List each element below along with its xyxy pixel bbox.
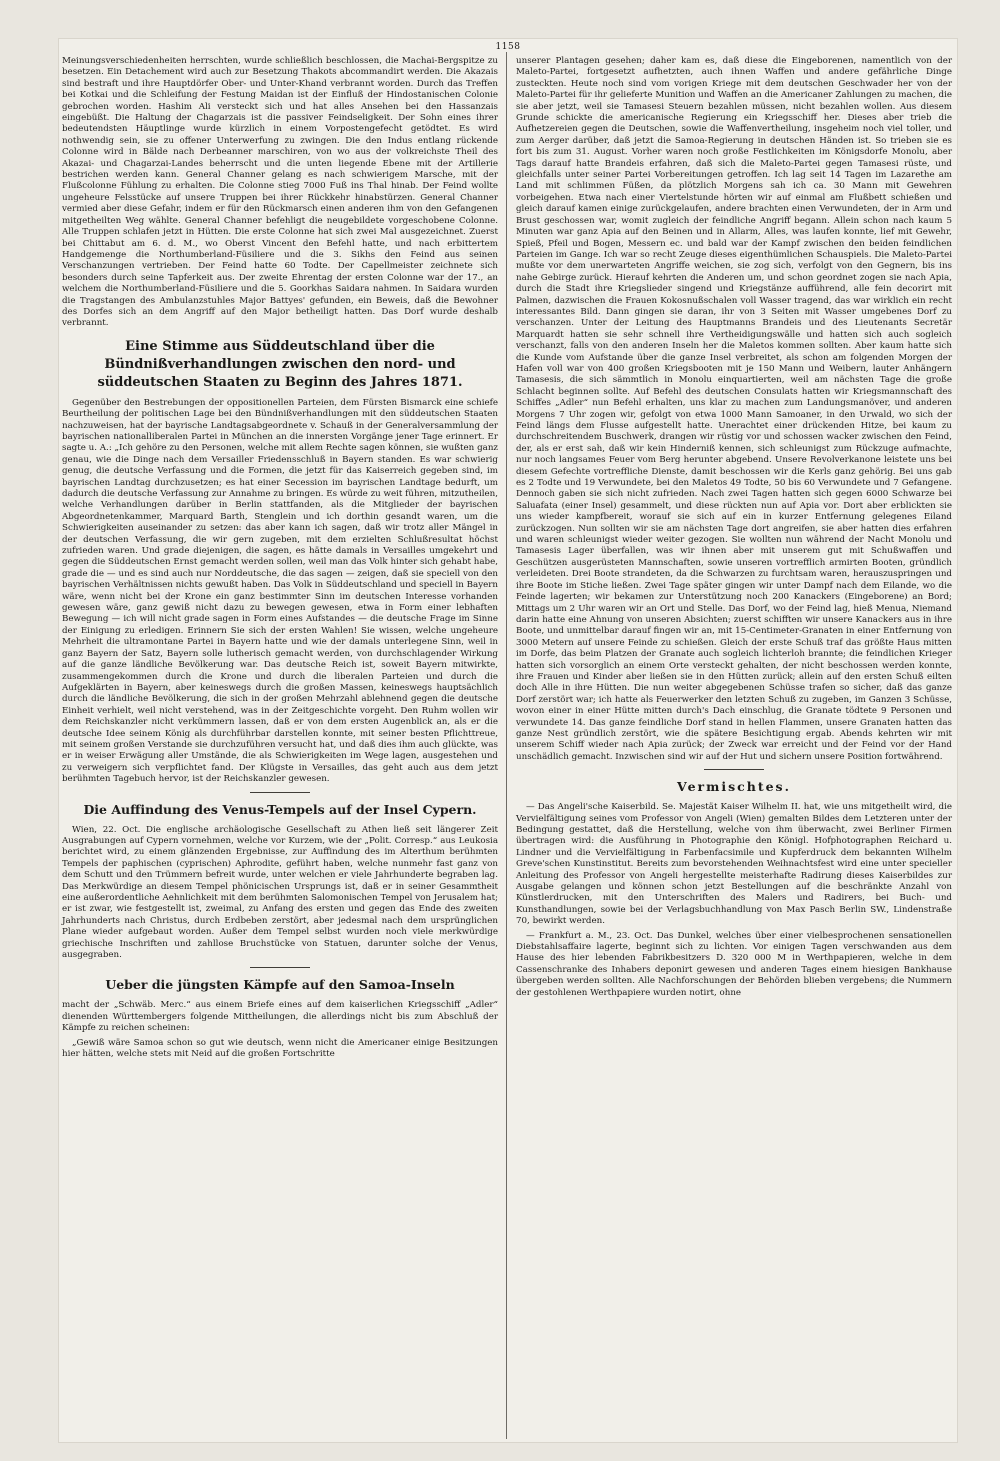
article-paragraph: — Frankfurt a. M., 23. Oct. Das Dunkel, welches über einer vielbesprochenen sensationellen Diebstahlsaffaire lagerte, beginnt sich zu lichten. Vor einigen Tagen verschwanden aus dem Hause des hier lebenden Fabrikbesitzers D. 320 000 M in Werthpapieren, welche in dem Cassenschranke des Inhabers deponirt gewesen und anderen Tages einem hiesigen Bankhause übergeben werden sollten. Alle Nachforschungen der Behörden blieben vergebens; die Nummern der gestohlenen Werthpapiere wurden notirt, ohne	[516, 930, 952, 998]
article-paragraph: Meinungsverschiedenheiten herrschten, wurde schließlich beschlossen, die Machai-Bergspitze zu besetzen. Ein Detachement wird auch zur Besetzung Thakots abcommandirt werden. Die Akazais sind bestraft und ihre Hauptdörfer Ober- und Unter-Khand verbrannt worden. Durch das Treffen bei Kotkai und die Schleifung der Festung Maidan ist der Einfluß der Hindostanischen Colonie gebrochen worden. Hashim Ali versteckt sich und hat alles Ansehen bei den Hassanzais eingebüßt. Die Haltung der Chagarzais ist die passiver Feindseligkeit. Der Sohn eines ihrer bedeutendsten Häuptlinge wurde kürzlich in einem Vorpostengefecht getödtet. Es wird nothwendig sein, sie zu offener Unterwerfung zu zwingen. Die den Indus entlang rückende Colonne wird in Bälde nach Derbeanner marschiren, von wo aus der volkreichste Theil des Akazai- und Chagarzai-Landes beherrscht und die unten liegende Ebene mit der Artillerie bestrichen werden kann. General Channer gelang es nach schwierigem Marsche, mit der Flußcolonne Fühlung zu erhalten. Die Colonne stieg 7000 Fuß ins Thal hinab. Der Feind wollte ungeheure Felsstücke auf unsere Truppen bei ihrer Rückkehr hinabstürzen. General Channer vermied aber diese Gefahr, indem er für den Rückmarsch einen anderen ihm von den Gefangenen mitgetheilten Weg wählte. General Channer befehligt die neugebildete vorgeschobene Colonne. Alle Truppen schlafen jetzt in Hütten. Die erste Colonne hat sich zwei Mal ausgezeichnet. Zuerst bei Chittabut am 6. d. M., wo Oberst Vincent den Befehl hatte, und nach erbittertem Handgemenge die Northumberland-Füsiliere und die 3. Sikhs den Feind aus seinen Verschanzungen vertrieben. Der Feind hatte 60 Todte. Der Capellmeister zeichnete sich besonders durch seine Tapferkeit aus. Der zweite Ehrentag der ersten Colonne war der 17., an welchem die Northumberland-Füsiliere und die 5. Goorkhas Saidara nahmen. In Saidara wurden die Tragstangen des Ambulanzstuhles Major Battyes' gefunden, ein Beweis, daß die Bewohner des Dorfes sich an dem Angriff auf den Major betheiligt hatten. Das Dorf wurde deshalb verbrannt.	[62, 56, 498, 329]
right-column	[516, 56, 952, 1002]
section-heading: Vermischtes.	[677, 779, 791, 795]
article-heading: Ueber die jüngsten Kämpfe auf den Samoa-Inseln	[105, 977, 455, 993]
newspaper-page	[58, 38, 958, 1443]
article-heading: Eine Stimme aus Süddeutschland über die Bündnißverhandlungen zwischen den nord- und süddeutschen Staaten zu Beginn des Jahres 1871.	[97, 338, 463, 390]
separator-rule	[704, 769, 764, 770]
article-paragraph: „Gewiß wäre Samoa schon so gut wie deutsch, wenn nicht die Americaner einige Besitzungen hier hätten, welche stets mit Neid auf die großen Fortschritte	[62, 1037, 498, 1060]
left-column	[62, 56, 498, 1063]
page-number: 1158	[495, 42, 521, 52]
article-paragraph: unserer Plantagen gesehen; daher kam es, daß diese die Eingeborenen, namentlich von der Maleto-Partei, fortgesetzt aufhetzten, auch ihnen Waffen und andere gefährliche Dinge zusteckten. Heute noch sind vom vorigen Kriege mit dem deutschen Geschwader her von der Maleto-Partei für ihr gelieferte Munition und Waffen an die Americaner Zahlungen zu machen, die sie aber jetzt, weil sie Tamasesi Steuern bezahlen müssen, nicht bezahlen wollen. Aus diesem Grunde schickte die americanische Regierung ein Kriegsschiff her. Dieses aber trieb die Aufhetzereien gegen die Deutschen, sowie die Waffenvertheilung, insgeheim noch viel toller, und zum Aerger darüber, daß jetzt die Samoa-Regierung in deutschen Händen ist. So trieben sie es fort bis zum 31. August. Vorher waren noch große Festlichkeiten im Königsdorfe Monolu, aber Tags darauf hatte Brandeis erfahren, daß sich die Maleto-Partei gegen Tamasesi rüste, und gleichfalls unter seiner Partei Vorbereitungen getroffen. Ich lag seit 14 Tagen im Lazarethe am Land mit schlimmen Füßen, da plötzlich Morgens sah ich ca. 30 Mann mit Gewehren vorbeigehen. Etwa nach einer Viertelstunde hörten wir auf einmal am Flußbett schießen und gleich darauf kamen einige zurückgelaufen, andere brachten einen Verwundeten, der in Arm und Brust geschossen war, womit zugleich der feindliche Angriff begann. Allein schon nach kaum 5 Minuten war ganz Apia auf den Beinen und in Allarm, Alles, was laufen konnte, lief mit Gewehr, Spieß, Pfeil und Bogen, Messern ec. und bald war der Kampf zwischen den beiden feindlichen Parteien im Gange. Ich war so recht Zeuge dieses eigenthümlichen Schauspiels. Die Maleto-Partei mußte vor dem unerwarteten Angriffe weichen, sie zog sich, verfolgt von den Gegnern, bis ins nahe Gebirge zurück. Hierauf kehrten die Anderen um, und schon geordnet zogen sie nach Apia, durch die Stadt ihre Kriegslieder singend und Kriegstänze aufführend, alle fein decorirt mit Palmen, dazwischen die Frauen Kokosnußschalen voll Wasser tragend, das war wirklich ein recht interessantes Bild. Dann gingen sie daran, ihr von 3 Seiten mit Wasser umgebenes Dorf zu verschanzen. Unter der Leitung des Hauptmanns Brandeis und des Lieutenants Secretär Marquardt hatten sie sehr schnell ihre Vertheidigungswälle und hatten sich auch sogleich verschanzt, falls von den anderen Inseln her die Maletos kommen sollten. Aber kaum hatte sich die Kunde vom Aufstande über die ganze Insel verbreitet, als schon am folgenden Morgen der Hafen voll war von 400 großen Kriegsbooten mit je 150 Mann und Weibern, lauter Anhängern Tamasesis, die sich sämmtlich in Monolu einquartierten, weil am nächsten Tage die große Schlacht beginnen sollte. Auf Befehl des deutschen Consulats hatten wir Kriegsmannschaft des Schiffes „Adler“ nun Befehl erhalten, uns klar zu machen zum Landungsmanöver, und anderen Morgens 7 Uhr zogen wir, gefolgt von etwa 1000 Mann Samoaner, in den Urwald, wo sich der Feind längs dem Flusse aufgestellt hatte. Unerachtet einer drückenden Hitze, bei kaum zu durchschreitendem Buschwerk, drangen wir rüstig vor und schossen wacker zwischen den Feind, der, als er erst sah, daß wir kein Hinderniß kennen, sich schleunigst zum Rückzuge aufmachte, nur noch langsames Feuer vom Berg herunter abgebend. Unsere Revolverkanone leistete uns bei diesem Gefechte vortreffliche Dienste, damit beschossen wir die Kerls ganz gehörig. Bei uns gab es 2 Todte und 19 Verwundete, bei den Maletos 49 Todte, 50 bis 60 Verwundete und 7 Gefangene. Dennoch gaben sie sich nicht zufrieden. Nach zwei Tagen hatten sich gegen 6000 Schwarze bei Saluafata (einer Insel) gesammelt, und diese rückten nun auf Apia vor. Dort aber erblickten sie uns wieder kampfbereit, worauf sie sich auf ein in kurzer Entfernung gelegenes Eiland zurückzogen. Nun sollten wir sie am nächsten Tage dort angreifen, sie aber hatten dies erfahren und waren schleunigst wieder weiter gezogen. Sie wollten nun während der Nacht Monolu und Tamasesis Lager überfallen, was wir ihnen aber mit unserem gut mit Schußwaffen und Geschützen ausgerüsteten Mannschaften, sowie unseren vortrefflich armirten Booten, gründlich verleideten. Drei Boote strandeten, da die Schwarzen zu furchtsam waren, herauszuspringen und ihre Boote im Stiche ließen. Zwei Tage später gingen wir unter Dampf nach dem Eilande, wo die Feinde lagerten; wir bekamen zur Unterstützung noch 200 Kanackers (Eingeborene) an Bord; Mittags um 2 Uhr waren wir an Ort und Stelle. Das Dorf, wo der Feind lag, hieß Menua, Niemand darin hatte eine Ahnung von unseren Absichten; zuerst schifften wir unsere Kanackers aus in ihre Boote, und unmittelbar darauf fingen wir an, mit 15-Centimeter-Granaten in einer Entfernung von 3000 Metern auf unsere Feinde zu schießen. Gleich der erste Schuß traf das größte Haus mitten im Dorfe, das beim Platzen der Granate auch sogleich lichterloh brannte; die feindlichen Krieger hatten sich vorsorglich an einem Orte versteckt gehalten, der nicht beschossen werden konnte, ihre Frauen und Kinder aber ließen sie in den Hütten zurück; allein auf den ersten Schuß eilten doch Alle in ihre Hütten. Die nun weiter abgegebenen Schüsse trafen so sicher, daß das ganze Dorf zerstört war; ich hatte als Feuerwerker den letzten Schuß zu zugeben, im Ganzen 3 Schüsse, wovon einer in einer Hütte mitten durch's Dach einschlug, die Granate tödtete 9 Personen und verwundete 14. Das ganze feindliche Dorf stand in hellen Flammen, unsere Granaten hatten das ganze Nest gründlich zerstört, wie die spätere Besichtigung ergab. Abends kehrten wir mit unserem Schiff wieder nach Apia zurück; der Zweck war erreicht und der Feind vor der Hand unschädlich gemacht. Inzwischen sind wir auf der Hut und sichern unsere Position fortwährend.	[516, 56, 952, 762]
separator-rule	[250, 967, 310, 968]
article-heading: Die Auffindung des Venus-Tempels auf der Insel Cypern.	[83, 801, 477, 817]
article-paragraph: — Das Angeli'sche Kaiserbild. Se. Majestät Kaiser Wilhelm II. hat, wie uns mitgetheilt wird, die Vervielfältigung seines vom Professor von Angeli (Wien) gemalten Bildes dem Letzteren unter der Bedingung gestattet, daß die Herstellung, welche von ihm überwacht, zwei Berliner Firmen übertragen wird: die Ausführung in Photographie den Königl. Hofphotographen Reichard u. Lindner und die Vervielfältigung in Farbenfacsimile und Kupferdruck dem bekannten Wilhelm Greve'schen Kunstinstitut. Bereits zum bevorstehenden Weihnachtsfest wird eine unter specieller Anleitung des Professor von Angeli hergestellte meisterhafte Radirung dieses Kaiserbildes zur Ausgabe gelangen und können schon jetzt Bestellungen auf die beschränkte Anzahl von Künstlerdrucken, mit den Unterschriften des Malers und Radirers, bei Buch- und Kunsthandlungen, sowie bei der Verlagsbuchhandlung von Max Pasch Berlin SW., Lindenstraße 70, bewirkt werden.	[516, 802, 952, 927]
separator-rule	[250, 792, 310, 793]
article-paragraph: Wien, 22. Oct. Die englische archäologische Gesellschaft zu Athen ließ seit längerer Zeit Ausgrabungen auf Cypern vornehmen, welche vor Kurzem, wie der „Polit. Corresp.“ aus Leukosia berichtet wird, zu einem glänzenden Ergebnisse, zur Auffindung des im Alterthum berühmten Tempels der paphischen (cyprischen) Aphrodite, geführt haben, welche nunmehr fast ganz von dem Schutt und den Trümmern befreit wurde, unter welchen er viele Jahrhunderte begraben lag. Das Merkwürdige an diesem Tempel phönicischen Ursprungs ist, daß er in seiner Gesammtheit eine außerordentliche Aehnlichkeit mit dem berühmten Salomonischen Tempel von Jerusalem hat; er ist zwar, wie festgestellt ist, zweimal, zu Anfang des ersten und gegen das Ende des zweiten Jahrhunderts nach Christus, durch Erdbeben zerstört, aber jedesmal nach dem ursprünglichen Plane wieder aufgebaut worden. Außer dem Tempel selbst wurden noch viele merkwürdige griechische Inschriften und zahllose Bruchstücke von Statuen, darunter solche der Venus, ausgegraben.	[62, 824, 498, 961]
column-divider	[506, 52, 507, 1439]
article-paragraph: Gegenüber den Bestrebungen der oppositionellen Parteien, dem Fürsten Bismarck eine schiefe Beurtheilung der politischen Lage bei den Bündnißverhandlungen mit den süddeutschen Staaten nachzuweisen, hat der bayrische Landtagsabgeordnete v. Schauß in der Generalversammlung der bayrischen nationalliberalen Partei in München an die innersten Vorgänge jener Tage erinnert. Er sagte u. A.: „Ich gehöre zu den Personen, welche mit allem Rechte sagen können, sie wußten ganz genau, wie die Dinge nach dem Versailler Friedensschluß in Bayern standen. Es war schwierig genug, die deutsche Verfassung und die Formen, die jetzt für das Kaiserreich gegeben sind, im bayrischen Landtag durchzusetzen; es hat einer Secession im bayrischen Landtage bedurft, um dadurch die deutsche Verfassung zur Annahme zu bringen. Es würde zu weit führen, mitzutheilen, welche Verhandlungen darüber in Berlin stattfanden, als die Mitglieder der bayrischen Abgeordnetenkammer, Marquard Barth, Stenglein und ich dorthin gesandt waren, um die Schwierigkeiten auseinander zu setzen: das aber kann ich sagen, daß wir trotz aller Mängel in der deutschen Verfassung, die wir gern zugeben, mit dem erzielten Schlußresultat höchst zufrieden waren. Und grade diejenigen, die sagen, es hätte damals in Versailles umgekehrt und gegen die Süddeutschen Ernst gemacht werden sollen, weil man das Volk hinter sich gehabt habe, grade die — und es sind auch nur Norddeutsche, die das sagen — zeigen, daß sie speciell von den bayrischen Verhältnissen nichts gewußt haben. Das Volk in Süddeutschland und speciell in Bayern wäre, wenn nicht bei der Krone ein ganz bestimmter Sinn im deutschen Interesse vorhanden gewesen wäre, ganz gewiß nicht dazu zu bewegen gewesen, etwa in Form einer lebhaften Bewegung — ich will nicht grade sagen in Form eines Aufstandes — die deutsche Frage im Sinne der Einigung zu erledigen. Erinnern Sie sich der ersten Wahlen! Sie wissen, welche ungeheure Mehrheit die ultramontane Partei in Bayern hatte und wie der damals unterlegene Sinn, weil in ganz Bayern der Satz, Bayern solle lutherisch gemacht werden, von durchschlagender Wirkung auf die ganze ländliche Bevölkerung war. Das deutsche Reich ist, soweit Bayern mitwirkte, zusammengekommen durch die Krone und durch die liberalen Parteien und durch die Aufgeklärten in Bayern, aber keineswegs durch die großen Massen, keineswegs hauptsächlich durch die ländliche Bevölkerung, die sich in der großen Mehrzahl ablehnend gegen die deutsche Einheit verhielt, weil nicht verstehend, was in der Zeitgeschichte vorgeht. Den Ruhm wollen wir dem Reichskanzler nicht verkümmern lassen, daß er von dem ersten Augenblick an, als er die deutsche Idee seinem König als durchführbar darstellen konnte, mit seiner besten Pflichttreue, mit seinem großen Verstande sie durchzuführen versucht hat, und daß dies ihm auch glückte, was er in weiser Erwägung aller Umstände, die als Schwierigkeiten im Wege lagen, ausgestehen und zu verweigern sich verpflichtet fand. Der Klügste in Versailles, das geht auch aus dem jetzt berühmten Tagebuch hervor, ist der Reichskanzler gewesen.	[62, 397, 498, 785]
article-paragraph: macht der „Schwäb. Merc.“ aus einem Briefe eines auf dem kaiserlichen Kriegsschiff „Adler“ dienenden Württembergers folgende Mittheilungen, die allerdings nicht bis zum Abschluß der Kämpfe zu reichen scheinen:	[62, 1000, 498, 1034]
